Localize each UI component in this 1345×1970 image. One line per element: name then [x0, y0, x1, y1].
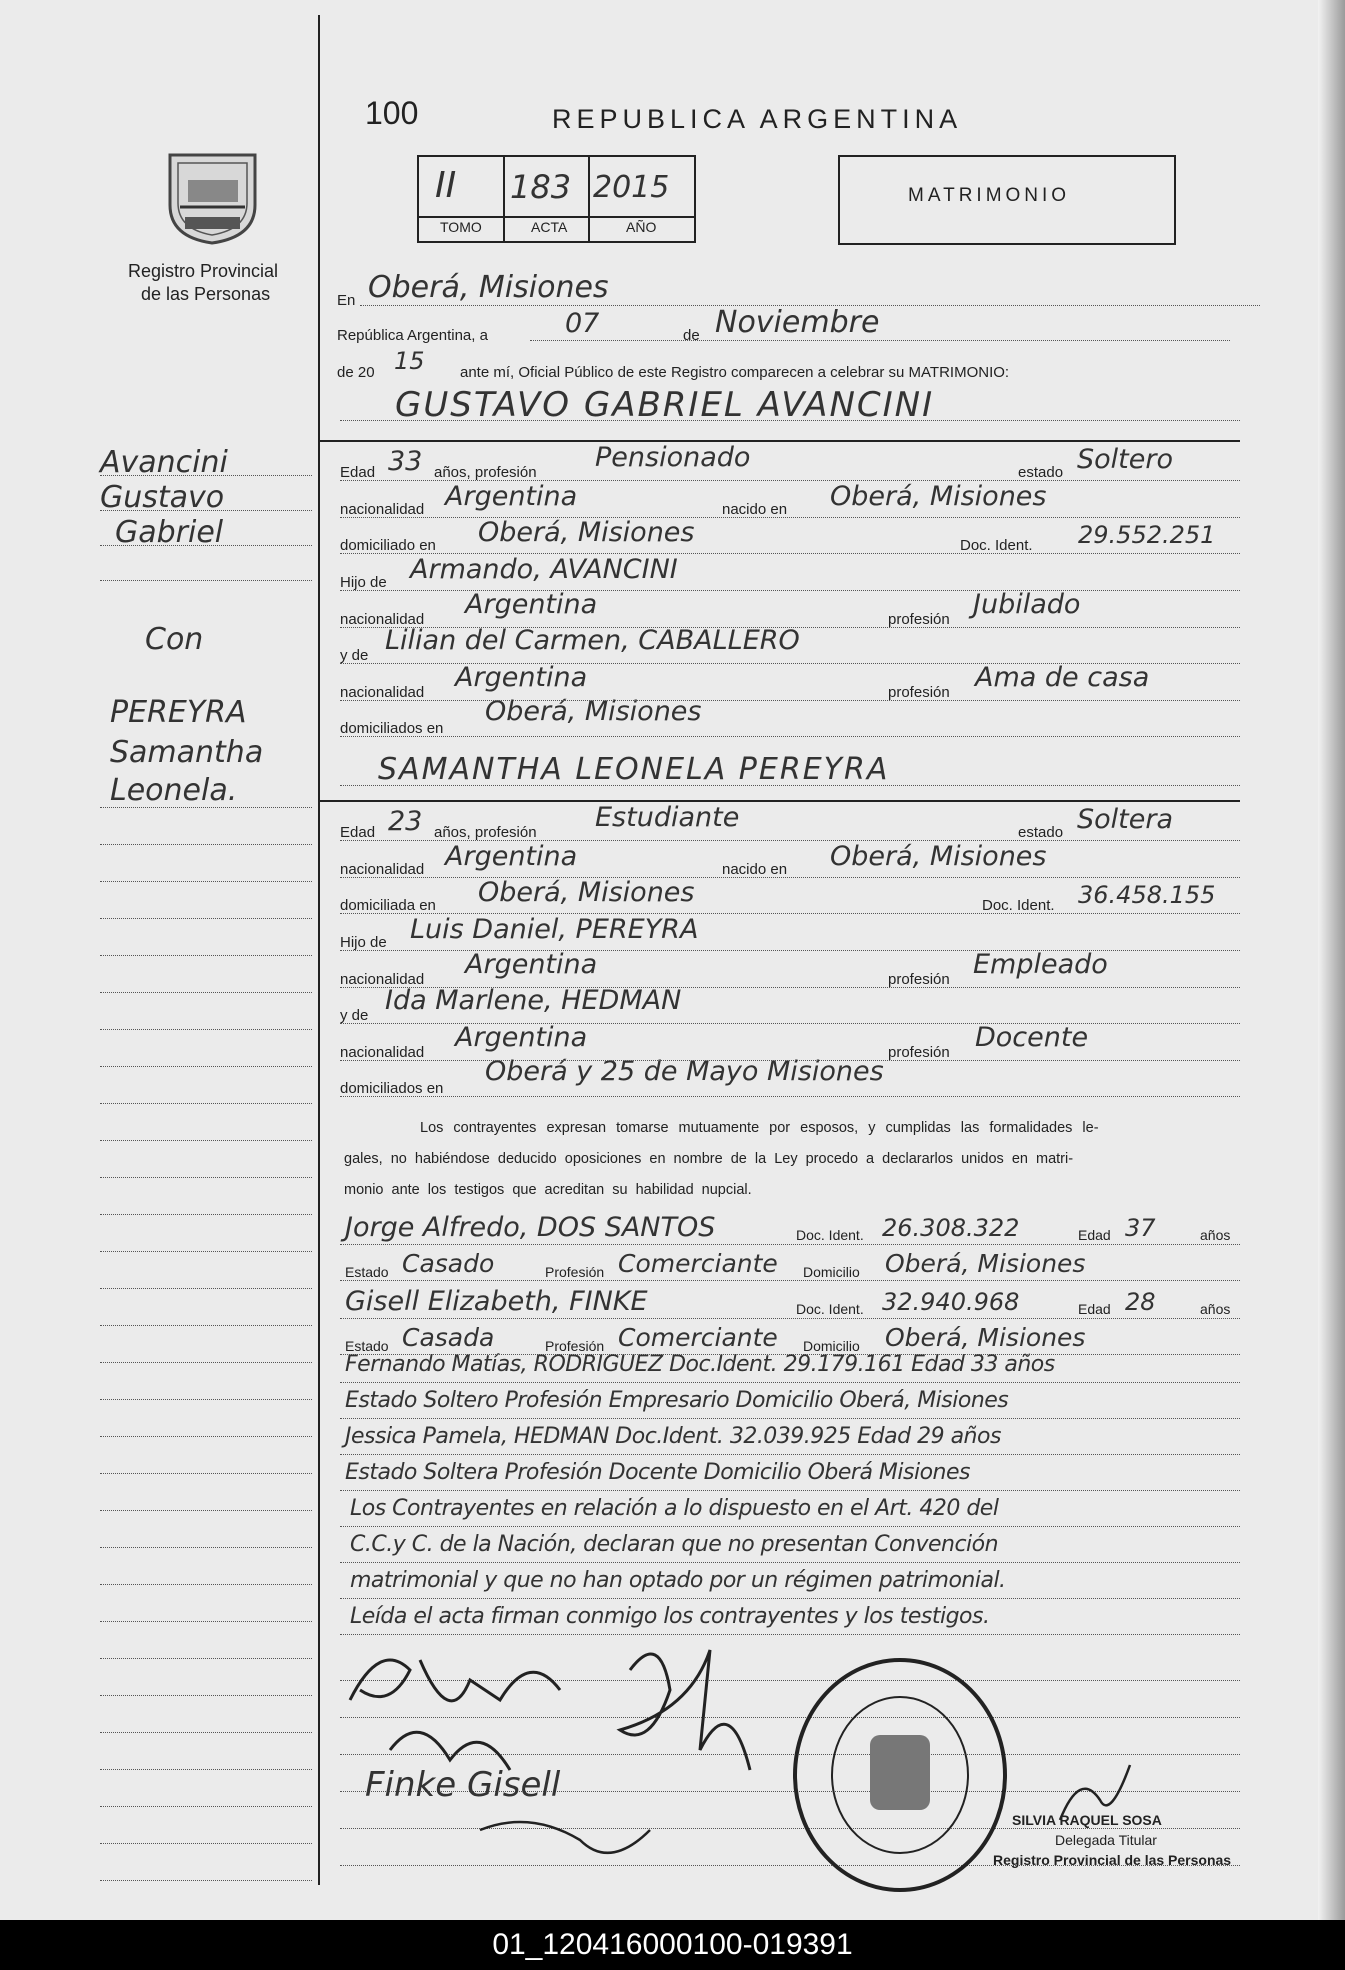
witness-domicile-label: Domicilio [803, 1264, 860, 1280]
margin-rule [318, 15, 320, 1885]
witness-status: Casado [402, 1249, 495, 1278]
binding-edge [1318, 0, 1345, 1920]
margin-line [100, 1029, 312, 1030]
groom-mother-label: y de [340, 647, 369, 664]
bride-parents-dom-label: domiciliados en [340, 1080, 444, 1097]
bride-domicile: Oberá, Misiones [478, 877, 695, 908]
tomo-label: TOMO [440, 219, 482, 235]
margin-groom-line2: Gustavo [100, 480, 225, 515]
bride-row-line [340, 950, 1240, 951]
groom-domicile-label: domiciliado en [340, 537, 436, 554]
date-line [530, 340, 1230, 341]
month-value: Noviembre [715, 305, 880, 340]
groom-nationality-label: nacionalidad [340, 501, 425, 518]
bride-profession: Estudiante [595, 802, 740, 833]
bride-name-line [340, 785, 1240, 786]
margin-line [100, 1806, 312, 1807]
bride-birthplace-label: nacido en [722, 861, 788, 878]
anio-label: AÑO [626, 219, 657, 235]
groom-mother: Lilian del Carmen, CABALLERO [385, 625, 800, 656]
bride-father-nat-label: nacionalidad [340, 971, 425, 988]
bride-profession-label: años, profesión [434, 824, 537, 841]
groom-profession-label: años, profesión [434, 464, 537, 481]
margin-line [100, 1621, 312, 1622]
groom-profession: Pensionado [595, 442, 751, 473]
witness-signature-name: Finke Gisell [365, 1765, 561, 1805]
margin-line [100, 1436, 312, 1437]
groom-father-nat-label: nacionalidad [340, 611, 425, 628]
witness-doc: 32.940.968 [882, 1288, 1020, 1316]
groom-age-label: Edad [340, 464, 376, 481]
groom-section-rule [320, 440, 1240, 442]
groom-row-line [340, 480, 1240, 481]
groom-row-line [340, 627, 1240, 628]
handwritten-line [340, 1382, 1240, 1383]
closing-line: Leída el acta firman conmigo los contrayentes y los testigos. [350, 1604, 990, 1629]
witness-profession: Comerciante [618, 1249, 778, 1278]
groom-father-prof-label: profesión [888, 611, 950, 628]
handwritten-witness-line: Fernando Matías, RODRIGUEZ Doc.Ident. 29.179.161 Edad 33 años [345, 1352, 1055, 1377]
official-institution: Registro Provincial de las Personas [993, 1852, 1232, 1868]
closing-rule [340, 1562, 1240, 1563]
witness-name: Gisell Elizabeth, FINKE [345, 1286, 648, 1317]
witness-line [340, 1318, 1240, 1319]
anio-value: 2015 [593, 170, 670, 205]
province-seal [160, 145, 265, 245]
declaration-line3: monio ante los testigos que acreditan su habilidad nupcial. [344, 1182, 752, 1198]
registry-name-line2: de las Personas [141, 284, 271, 304]
closing-line: matrimonial y que no han optado por un régimen patrimonial. [350, 1568, 1006, 1593]
bride-mother: Ida Marlene, HEDMAN [385, 985, 682, 1016]
margin-line [100, 992, 312, 993]
witness-doc-label: Doc. Ident. [796, 1227, 864, 1243]
margin-line [100, 955, 312, 956]
groom-row-line [340, 700, 1240, 701]
witness-status-label: Estado [345, 1264, 389, 1280]
de-label: de [683, 327, 700, 344]
margin-line [100, 1325, 312, 1326]
year-prefix: de 20 [337, 364, 375, 381]
bride-father-nat: Argentina [465, 949, 598, 980]
margin-line [100, 1658, 312, 1659]
bride-mother-prof: Docente [975, 1022, 1089, 1053]
margin-line [100, 881, 312, 882]
margin-bride-line1: PEREYRA [110, 695, 247, 730]
witness-profession-label: Profesión [545, 1338, 605, 1354]
bride-mother-label: y de [340, 1007, 369, 1024]
bride-mother-prof-label: profesión [888, 1044, 950, 1061]
margin-line [100, 1769, 312, 1770]
bride-status-label: estado [1018, 824, 1064, 841]
en-label: En [337, 292, 356, 309]
bride-father-prof: Empleado [973, 949, 1108, 980]
registry-stamp [790, 1655, 1010, 1895]
margin-line [100, 1880, 312, 1881]
margin-line [100, 1288, 312, 1289]
acta-value: 183 [510, 168, 572, 206]
bride-row-line [340, 840, 1240, 841]
witness-doc-label: Doc. Ident. [796, 1301, 864, 1317]
groom-row-line [340, 663, 1240, 664]
witness-doc: 26.308.322 [882, 1214, 1020, 1242]
bride-parents-dom: Oberá y 25 de Mayo Misiones [485, 1056, 884, 1087]
bride-domicile-label: domiciliada en [340, 897, 436, 914]
margin-line [100, 918, 312, 919]
groom-row-line [340, 590, 1240, 591]
year-suffix: 15 [394, 347, 425, 375]
margin-line [100, 1473, 312, 1474]
republica-label: República Argentina, a [337, 327, 488, 344]
handwritten-witness-line: Jessica Pamela, HEDMAN Doc.Ident. 32.039.925 Edad 29 años [345, 1424, 1001, 1449]
bride-nationality: Argentina [445, 841, 578, 872]
bride-doc-label: Doc. Ident. [982, 897, 1055, 914]
groom-doc: 29.552.251 [1078, 521, 1216, 549]
witness-age-label: Edad [1078, 1301, 1111, 1317]
groom-age: 33 [388, 446, 423, 477]
margin-bride-line2: Samantha [110, 735, 264, 770]
margin-line [100, 1103, 312, 1104]
signatures [330, 1630, 830, 1890]
bride-nationality-label: nacionalidad [340, 861, 425, 878]
groom-parents-dom-label: domiciliados en [340, 720, 444, 737]
margin-line [100, 1214, 312, 1215]
groom-row-line [340, 517, 1240, 518]
day-value: 07 [565, 308, 600, 339]
margin-line [100, 1732, 312, 1733]
bride-row-line [340, 877, 1240, 878]
groom-domicile: Oberá, Misiones [478, 517, 695, 548]
country-title: REPUBLICA ARGENTINA [552, 104, 963, 134]
bride-section-rule [320, 800, 1240, 802]
handwritten-line [340, 1418, 1240, 1419]
margin-line [100, 1362, 312, 1363]
margin-groom-line1: Avancini [100, 445, 228, 480]
box-label-rule [417, 216, 694, 218]
groom-parents-dom: Oberá, Misiones [485, 696, 702, 727]
bride-full-name: SAMANTHA LEONELA PEREYRA [378, 752, 890, 787]
official-name: SILVIA RAQUEL SOSA [1012, 1812, 1162, 1828]
margin-line [100, 1547, 312, 1548]
groom-row-line [340, 736, 1240, 737]
closing-rule [340, 1598, 1240, 1599]
groom-row-line [340, 553, 1240, 554]
handwritten-witness-line: Estado Soltera Profesión Docente Domicilio Oberá Misiones [345, 1460, 970, 1485]
bride-birthplace: Oberá, Misiones [830, 841, 1047, 872]
handwritten-witness-line: Estado Soltero Profesión Empresario Domicilio Oberá, Misiones [345, 1388, 1009, 1413]
registry-name-line1: Registro Provincial [128, 261, 279, 281]
closing-line: C.C.y C. de la Nación, declaran que no presentan Convención [350, 1532, 999, 1557]
groom-full-name: GUSTAVO GABRIEL AVANCINI [395, 385, 935, 425]
intro-sentence: ante mí, Oficial Público de este Registro comparecen a celebrar su MATRIMONIO: [460, 364, 1010, 381]
bride-mother-nat-label: nacionalidad [340, 1044, 425, 1061]
bride-row-line [340, 1096, 1240, 1097]
act-type: MATRIMONIO [908, 185, 1071, 206]
groom-father-nat: Argentina [465, 589, 598, 620]
margin-line [100, 1177, 312, 1178]
tomo-value: II [435, 165, 457, 206]
witness-age: 28 [1125, 1288, 1156, 1316]
bride-age-label: Edad [340, 824, 376, 841]
box-divider-1 [503, 155, 505, 241]
margin-line [100, 1066, 312, 1067]
bride-status: Soltera [1077, 804, 1174, 835]
bride-father-prof-label: profesión [888, 971, 950, 988]
margin-con: Con [145, 622, 204, 657]
witness-profession-label: Profesión [545, 1264, 605, 1280]
page-number: 100 [365, 95, 419, 131]
witness-status-label: Estado [345, 1338, 389, 1354]
declaration-line1: Los contrayentes expresan tomarse mutuamente por esposos, y cumplidas las formalidades le- [420, 1120, 1099, 1136]
place-value: Oberá, Misiones [368, 270, 609, 305]
groom-father: Armando, AVANCINI [410, 554, 678, 585]
groom-doc-label: Doc. Ident. [960, 537, 1033, 554]
groom-nationality: Argentina [445, 481, 578, 512]
handwritten-line [340, 1454, 1240, 1455]
witness-domicile-label: Domicilio [803, 1338, 860, 1354]
groom-status: Soltero [1077, 444, 1173, 475]
margin-line [100, 1251, 312, 1252]
bride-row-line [340, 1060, 1240, 1061]
groom-father-label: Hijo de [340, 574, 387, 591]
bride-mother-nat: Argentina [455, 1022, 588, 1053]
acta-label: ACTA [531, 219, 568, 235]
margin-line [100, 1843, 312, 1844]
groom-mother-prof: Ama de casa [975, 662, 1150, 693]
groom-mother-prof-label: profesión [888, 684, 950, 701]
groom-mother-nat-label: nacionalidad [340, 684, 425, 701]
margin-line [100, 1399, 312, 1400]
witness-age-label: Edad [1078, 1227, 1111, 1243]
box-divider-2 [588, 155, 590, 241]
groom-birthplace: Oberá, Misiones [830, 481, 1047, 512]
handwritten-line [340, 1490, 1240, 1491]
witness-domicile: Oberá, Misiones [885, 1249, 1086, 1278]
margin-line [100, 580, 312, 581]
witness-years-label: años [1200, 1301, 1231, 1317]
witness-line [340, 1244, 1240, 1245]
footer-id: 01_120416000100-019391 [0, 1920, 1345, 1970]
witness-status: Casada [402, 1323, 495, 1352]
bride-father-label: Hijo de [340, 934, 387, 951]
bride-father: Luis Daniel, PEREYRA [410, 914, 699, 945]
bride-row-line [340, 987, 1240, 988]
groom-birthplace-label: nacido en [722, 501, 788, 518]
witness-name: Jorge Alfredo, DOS SANTOS [345, 1212, 716, 1243]
groom-status-label: estado [1018, 464, 1064, 481]
witness-profession: Comerciante [618, 1323, 778, 1352]
bride-doc: 36.458.155 [1078, 881, 1216, 909]
margin-line [100, 1584, 312, 1585]
margin-line [100, 1695, 312, 1696]
official-title: Delegada Titular [1055, 1832, 1157, 1848]
margin-line [100, 1140, 312, 1141]
witness-line [340, 1280, 1240, 1281]
margin-line [100, 844, 312, 845]
groom-mother-nat: Argentina [455, 662, 588, 693]
witness-age: 37 [1125, 1214, 1156, 1242]
margin-groom-line3: Gabriel [115, 515, 224, 550]
closing-rule [340, 1526, 1240, 1527]
margin-line [100, 1510, 312, 1511]
bride-row-line [340, 913, 1240, 914]
official-signature [1050, 1760, 1140, 1830]
groom-name-line [340, 420, 1240, 421]
closing-line: Los Contrayentes en relación a lo dispuesto en el Art. 420 del [350, 1496, 999, 1521]
bride-age: 23 [388, 806, 423, 837]
declaration-line2: gales, no habiéndose deducido oposiciones en nombre de la Ley procedo a declararlos unidos en matri- [344, 1151, 1074, 1167]
groom-father-prof: Jubilado [973, 589, 1081, 620]
witness-years-label: años [1200, 1227, 1231, 1243]
margin-bride-line3: Leonela. [110, 773, 238, 808]
witness-domicile: Oberá, Misiones [885, 1323, 1086, 1352]
bride-row-line [340, 1023, 1240, 1024]
